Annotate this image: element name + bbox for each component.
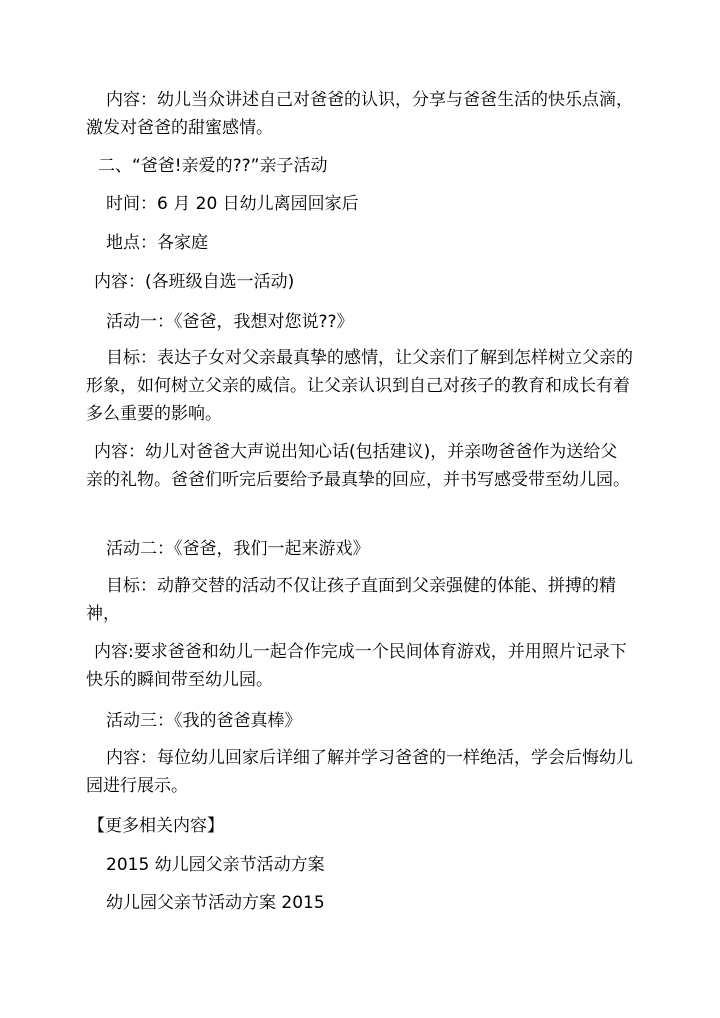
- activity-two-goal: 目标：动静交替的活动不仅让孩子直面到父亲强健的体能、拼搏的精神，: [86, 576, 616, 624]
- paragraph-content-choice: 内容：(各班级自选一活动): [94, 272, 295, 292]
- more-related-heading: 【更多相关内容】: [88, 816, 224, 836]
- activity-one-content: 内容：幼儿对爸爸大声说出知心话(包括建议)，并亲吻爸爸作为送给父亲的礼物。爸爸们听完后要给予最真挚的回应，并书写感受带至幼儿园。: [86, 442, 630, 490]
- activity-one-title: 活动一：《爸爸，我想对您说??》: [106, 312, 354, 332]
- paragraph-intro-content: 内容：幼儿当众讲述自己对爸爸的认识，分享与爸爸生活的快乐点滴，激发对爸爸的甜蜜感情。: [86, 90, 633, 138]
- activity-three-title: 活动三：《我的爸爸真棒》: [106, 711, 302, 731]
- section-heading-parent-child-activity: 二、“爸爸!亲爱的??”亲子活动: [98, 156, 328, 176]
- activity-one-goal: 目标：表达子女对父亲最真挚的感情，让父亲们了解到怎样树立父亲的形象，如何树立父亲的威信。让父亲认识到自己对孩子的教育和成长有着多么重要的影响。: [86, 348, 633, 424]
- related-link-2[interactable]: 幼儿园父亲节活动方案 2015: [106, 893, 325, 913]
- activity-two-content: 内容:要求爸爸和幼儿一起合作完成一个民间体育游戏，并用照片记录下快乐的瞬间带至幼儿园。: [86, 642, 627, 690]
- paragraph-location: 地点：各家庭: [106, 233, 208, 253]
- activity-two-title: 活动二：《爸爸，我们一起来游戏》: [106, 539, 370, 559]
- activity-three-content: 内容：每位幼儿回家后详细了解并学习爸爸的一样绝活，学会后悔幼儿园进行展示。: [86, 748, 633, 796]
- paragraph-time: 时间：6 月 20 日幼儿离园回家后: [106, 194, 359, 214]
- related-link-1[interactable]: 2015 幼儿园父亲节活动方案: [106, 855, 325, 875]
